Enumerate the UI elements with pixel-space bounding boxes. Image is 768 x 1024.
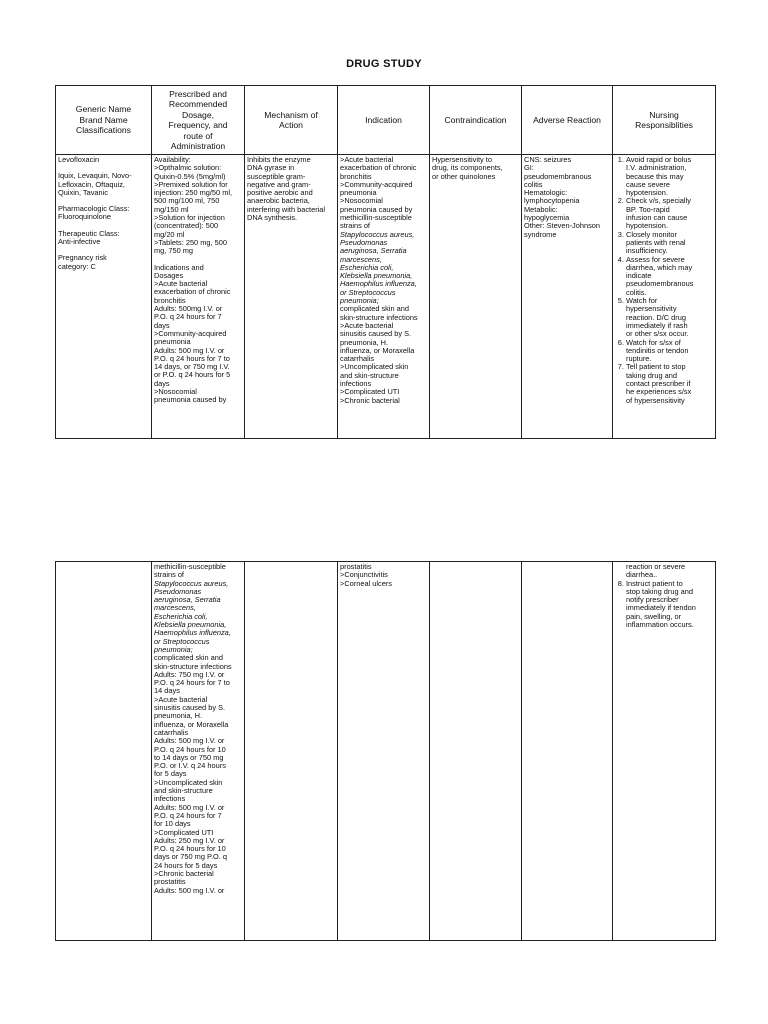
list-item: 5. Watch for hypersensitivity reaction. D/C drug immediately if rash or other s/sx occur. — [626, 297, 713, 338]
list-item: 6. Watch for s/sx of tendinitis or tendon rupture. — [626, 339, 713, 364]
cell-nursing — [613, 155, 716, 439]
cell-indication — [338, 155, 430, 439]
list-item: 1. Avoid rapid or bolus I.V. administration, because this may cause severe hypotension. — [626, 156, 713, 197]
list-item: 3. Closely monitor patients with renal insufficiency. — [626, 231, 713, 256]
list-item: 4. Assess for severe diarrhea, which may indicate pseudomembranous colitis. — [626, 256, 713, 297]
drug-study-table-page2 — [55, 561, 716, 941]
list-item: 7. Tell patient to stop taking drug and contact prescriber if he experiences s/sx of hypersensitivity — [626, 363, 713, 404]
cell-contraindication — [430, 155, 522, 439]
nursing-list — [615, 156, 713, 405]
cell-dosage — [152, 155, 245, 439]
dosage-text: Indications and Dosages >Acute bacterial exacerbation of chronic bronchitis Adults: 500mg I.V. or P.O. q 24 hours for 7 days >Community-acquired pneumonia Adults: 500 mg I.V. or P.O. q 24 hours for 7 to 14 days, or 750 mg I.V. or P.O. q 24 hours for 5 days >Nosocomial pneumonia caused by — [154, 262, 231, 405]
pharmacologic-class: Pharmacologic Class: Fluoroquinolone — [58, 204, 130, 222]
cell-indication-cont — [338, 562, 430, 941]
list-item: 8. Instruct patient to stop taking drug and notify prescriber immediately if tendon pain, swelling, or inflammation occurs. — [626, 580, 713, 630]
mechanism-text: Inhibits the enzyme DNA gyrase in susceptible gram- negative and gram- positive aerobic and anaerobic bacteria, interfering with bacterial DNA synthesis. — [247, 155, 326, 223]
cell-mechanism — [245, 155, 338, 439]
page-title: DRUG STUDY — [346, 58, 422, 70]
header-contraindication: Contraindication — [430, 86, 522, 155]
header-nursing: Nursing Responsiblities — [613, 86, 716, 155]
dosage-text-b: complicated skin and skin-structure infections Adults: 750 mg I.V. or P.O. q 24 hours for 7 to 14 days >Acute bacterial sinusitis caused by S. pneumonia, H. influenza, or Moraxella catarrhalis Adults: 500 mg I.V. or P.O. q 24 hours for 10 to 14 days or 750 mg P.O. or I.V. q 24 hours for 5 days >Uncomplicated skin and skin-structure infections Adults: 500 mg I.V. or P.O. q 24 hours for 7 for 10 days >Complicated UTI Adults: 250 mg I.V. or P.O. q 24 hours for 10 days or 750 mg P.O. q 24 hours for 5 days >Chronic bacterial prostatitis Adults: 500 mg I.V. or — [154, 653, 232, 895]
indication-text-a: >Acute bacterial exacerbation of chronic bronchitis >Community-acquired pneumonia >Nosocomial pneumonia caused by methicillin-susceptible strains of — [340, 155, 417, 231]
header-generic: Generic Name Brand Name Classifications — [56, 86, 152, 155]
cell-nursing-cont — [613, 562, 716, 941]
header-dosage: Prescribed and Recommended Dosage, Frequency, and route of Administration — [152, 86, 245, 155]
cell-mechanism-cont — [245, 562, 338, 941]
contraindication-text: Hypersensitivity to drug, its components, or other quinolones — [432, 155, 503, 181]
pregnancy-category: Pregnancy risk category: C — [58, 253, 107, 271]
adverse-text: CNS: seizures GI: pseudomembranous colitis Hematologic: lymphocytopenia Metabolic: hypoglycemia Other: Steven-Johnson syndrome — [524, 155, 601, 239]
brand-names: Iquix, Levaquin, Novo- Lefloxacin, Oftaquiz, Quixin, Tavanic — [58, 171, 132, 197]
drug-study-table-page1 — [55, 85, 716, 439]
header-adverse: Adverse Reaction — [522, 86, 613, 155]
cell-adverse-cont — [522, 562, 613, 941]
cell-generic-cont — [56, 562, 152, 941]
therapeutic-class: Therapeutic Class: Anti-infective — [58, 228, 120, 247]
drug-name: Levofloxacin — [58, 155, 100, 164]
nursing-list-cont — [615, 580, 713, 630]
dosage-text-a: methicillin-susceptible strains of — [154, 562, 226, 580]
cell-dosage-cont — [152, 562, 245, 941]
availability-text: Availability: >Opthalmic solution: Quixin-0.5% (5mg/ml) >Premixed solution for injection: 250 mg/50 ml, 500 mg/100 ml, 750 mg/150 ml >Solution for injection (concentrated): 500 mg/20 ml >Tablets: 250 mg, 500 mg, 750 mg — [154, 155, 233, 256]
indication-organisms: Stapylococcus aureus, Pseudomonas aeruginosa, Serratia marcescens, Escherichia coli, Klebsiella pneumonia, Haemophilus influenza, or Streptococcus pneumonia; — [340, 229, 417, 306]
list-item: 2. Check v/s, specially BP. Too-rapid infusion can cause hypotension. — [626, 197, 713, 230]
dosage-organisms: Stapylococcus aureus, Pseudomonas aeruginosa, Serratia marcescens, Escherichia coli, Klebsiella pneumonia, Haemophilus influenza, or Streptococcus pneumonia; — [154, 578, 231, 654]
cell-adverse — [522, 155, 613, 439]
indication-text: prostatitis >Conjunctivitis >Corneal ulcers — [340, 562, 392, 588]
header-mechanism: Mechanism of Action — [245, 86, 338, 155]
cell-generic — [56, 155, 152, 439]
indication-text-b: complicated skin and skin-structure infections >Acute bacterial sinusitis caused by S. pneumonia, H. influenza, or Moraxella catarrhalis >Uncomplicated skin and skin-structure infections >Complicated UTI >Chronic bacterial — [340, 304, 418, 405]
header-indication: Indication — [338, 86, 430, 155]
cell-contraindication-cont — [430, 562, 522, 941]
nursing-continued: reaction or severe diarrhea.. — [626, 562, 686, 580]
